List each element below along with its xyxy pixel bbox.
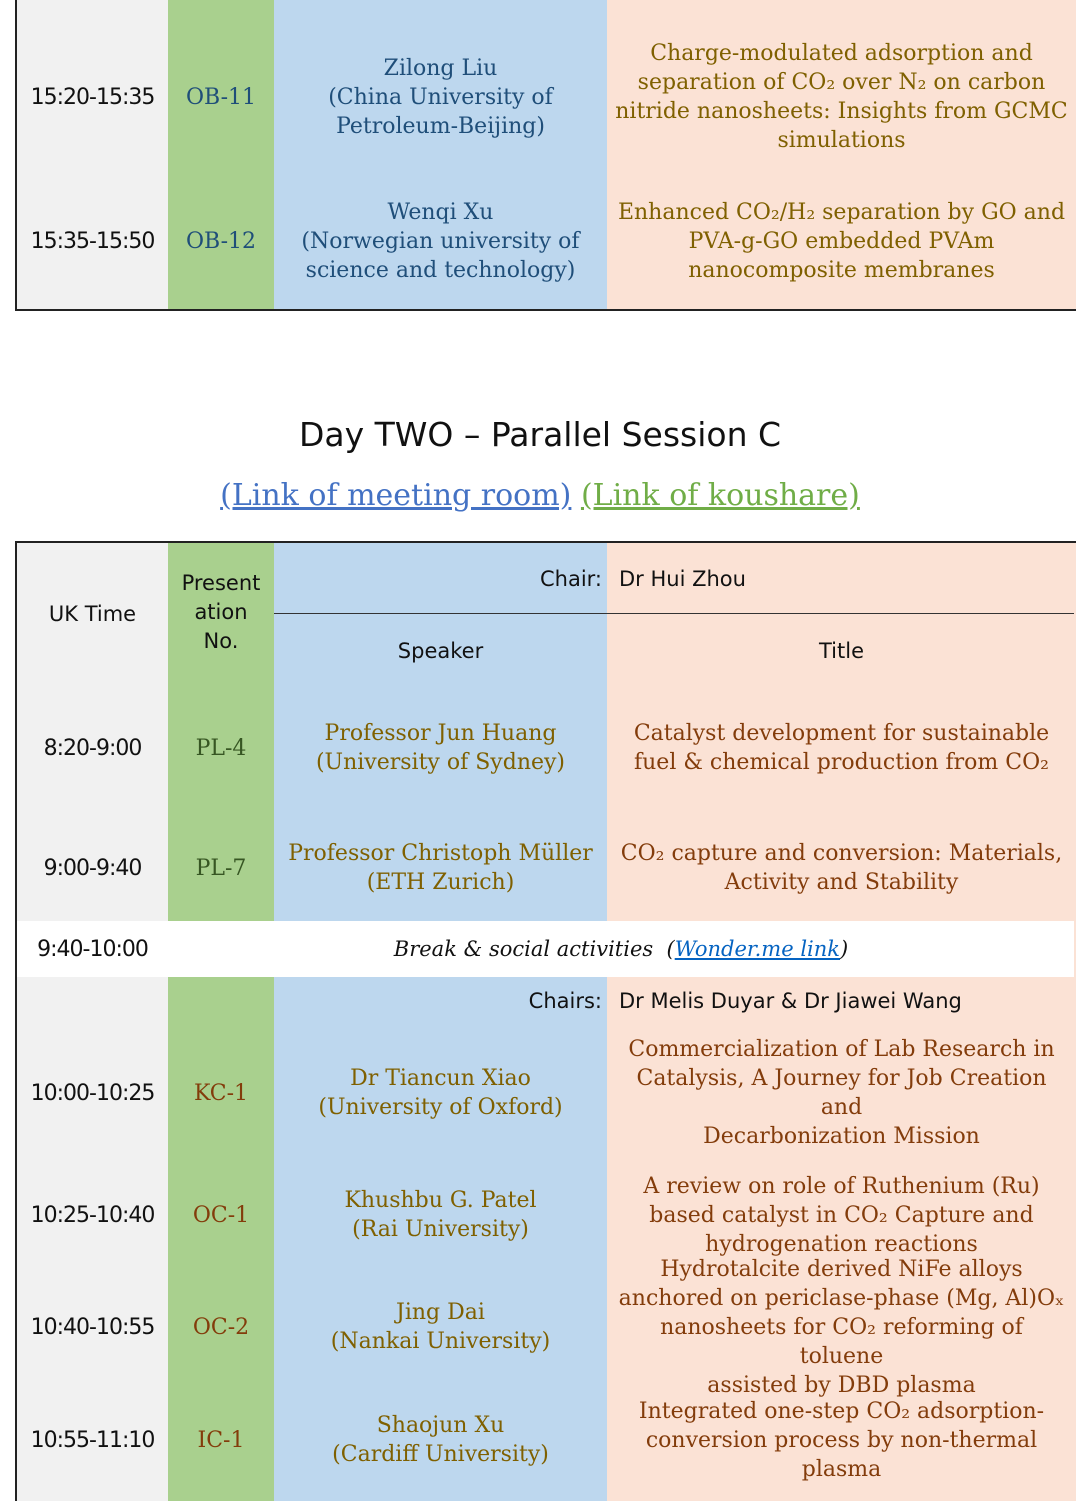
- header-title: Title: [818, 638, 864, 663]
- row-title: CO₂ capture and conversion: Materials, Activity and Stability: [620, 841, 1063, 895]
- header-divider: [274, 613, 1074, 614]
- chair-name: Dr Hui Zhou: [619, 567, 746, 591]
- row-title: Enhanced CO₂/H₂ separation by GO and PVA-g-GO embedded PVAm nanocomposite membranes: [617, 199, 1066, 283]
- meeting-room-link[interactable]: (Link of meeting room): [220, 478, 572, 513]
- row-speaker: Khushbu G. Patel (Rai University): [344, 1188, 537, 1242]
- row-speaker: Professor Christoph Müller (ETH Zurich): [288, 841, 593, 895]
- row-title: Charge-modulated adsorption and separation of CO₂ over N₂ on carbon nitride nanosheets: Insights from GCMC simulations: [615, 41, 1068, 153]
- header-presentation-no: Present ation No.: [181, 570, 261, 653]
- row-title: Hydrotalcite derived NiFe alloys anchored on periclase-phase (Mg, Al)Oₓ nanosheets for CO₂ reforming of toluene assisted by DBD plasma: [618, 1256, 1065, 1398]
- row-number: OB-12: [185, 228, 257, 254]
- row-number: OC-1: [192, 1202, 250, 1228]
- row-time: 15:20-15:35: [30, 84, 155, 110]
- row-number: OB-11: [185, 84, 257, 110]
- row-speaker: Zilong Liu (China University of Petroleum-Beijing): [328, 55, 553, 139]
- session-b-table-tail: [15, 0, 1076, 311]
- session-links: [0, 478, 1080, 513]
- session-c-table: [15, 541, 1076, 1501]
- session-heading: Day TWO – Parallel Session C: [298, 415, 782, 454]
- row-speaker: Shaojun Xu (Cardiff University): [332, 1413, 549, 1467]
- row-speaker: Dr Tiancun Xiao (University of Oxford): [318, 1066, 563, 1120]
- row-time: 10:40-10:55: [30, 1314, 155, 1340]
- row-speaker: Jing Dai (Nankai University): [330, 1300, 551, 1354]
- row-title: A review on role of Ruthenium (Ru) based catalyst in CO₂ Capture and hydrogenation reactions: [643, 1173, 1040, 1257]
- row-time: 8:20-9:00: [43, 735, 142, 761]
- row-title: Catalyst development for sustainable fuel & chemical production from CO₂: [633, 721, 1050, 775]
- row-time: 15:35-15:50: [30, 228, 155, 254]
- row-time: 10:25-10:40: [30, 1202, 155, 1228]
- row-number: OC-2: [192, 1314, 250, 1340]
- row-time: 9:00-9:40: [43, 855, 142, 881]
- chair-label: Chair:: [539, 567, 602, 591]
- row-number: KC-1: [193, 1080, 249, 1106]
- break-time: 9:40-10:00: [37, 936, 148, 962]
- koushare-link[interactable]: (Link of koushare): [580, 478, 860, 513]
- break-close: ): [840, 937, 849, 961]
- chairs-label: Chairs:: [528, 989, 602, 1013]
- row-number: PL-7: [195, 855, 247, 881]
- row-title: Integrated one-step CO₂ adsorption- conversion process by non-thermal plasma: [638, 1398, 1045, 1482]
- break-row: [17, 921, 1074, 977]
- row-title: Commercialization of Lab Research in Catalysis, A Journey for Job Creation and Decarbonization Mission: [628, 1037, 1055, 1149]
- break-label: Break & social activities (: [393, 937, 675, 961]
- break-text: [168, 921, 1074, 977]
- row-number: PL-4: [195, 735, 247, 761]
- row-time: 10:00-10:25: [30, 1080, 155, 1106]
- chairs-names: Dr Melis Duyar & Dr Jiawei Wang: [619, 989, 962, 1013]
- wonder-me-link[interactable]: Wonder.me link: [674, 937, 841, 961]
- header-speaker: Speaker: [397, 638, 484, 663]
- header-uk-time: UK Time: [48, 602, 137, 626]
- row-speaker: Wenqi Xu (Norwegian university of science and technology): [301, 199, 580, 283]
- row-number: IC-1: [197, 1427, 245, 1453]
- row-time: 10:55-11:10: [30, 1427, 155, 1453]
- row-speaker: Professor Jun Huang (University of Sydney): [315, 721, 566, 775]
